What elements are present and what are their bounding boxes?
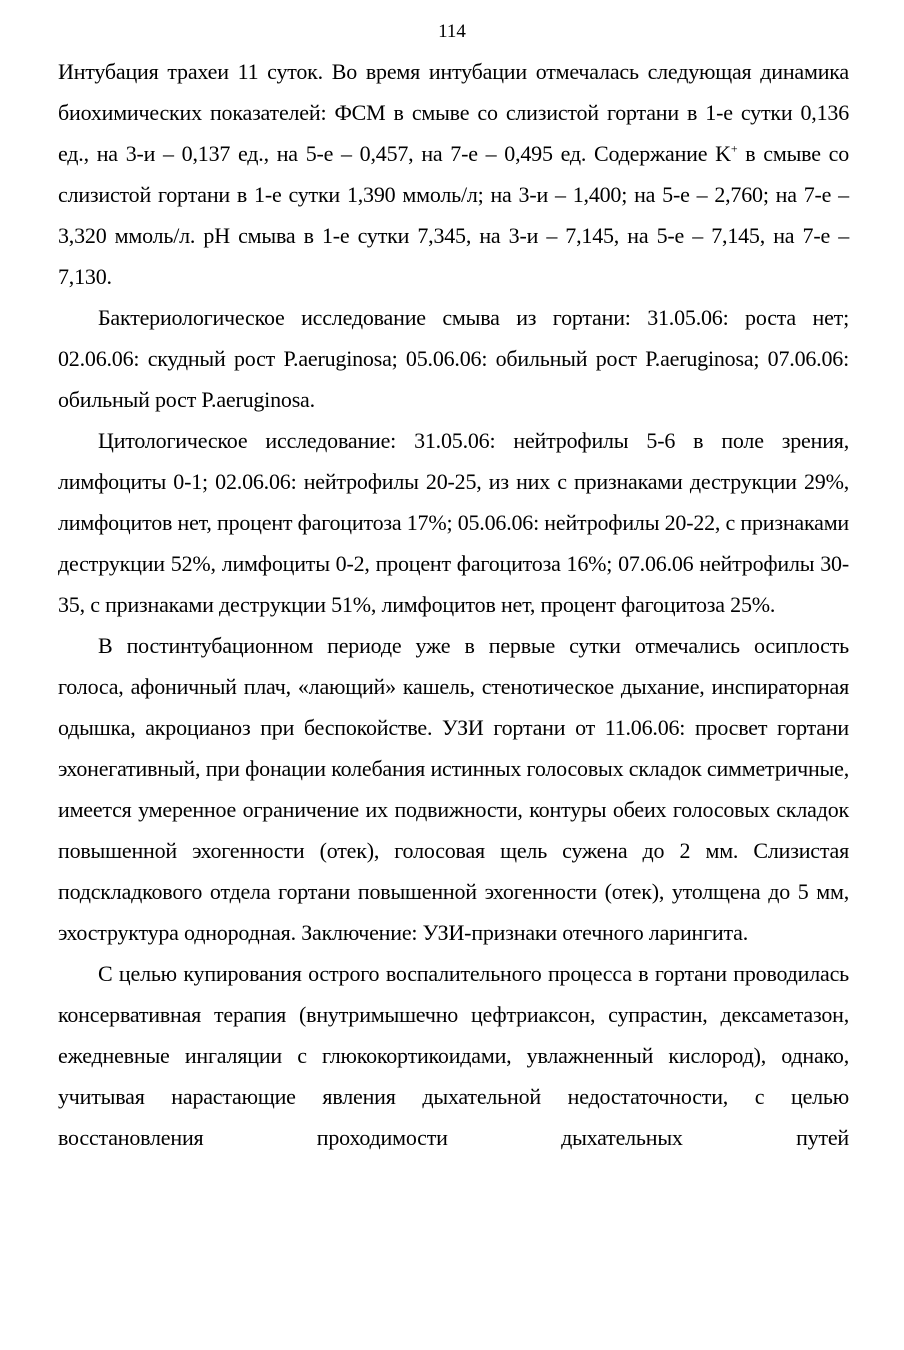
paragraph-bacteriology: Бактериологическое исследование смыва из гортани: 31.05.06: роста нет; 02.06.06: скудный рост P.aeruginosa; 05.06.06: обильный рост P.aeruginosa; 07.06.06: обильный рост P.aeruginosa. xyxy=(58,305,849,412)
document-body xyxy=(58,51,849,1158)
potassium-superscript: + xyxy=(730,141,738,156)
paragraph-intubation xyxy=(58,51,849,297)
intubation-text-part-2: в смыве со слизистой гортани в 1-е сутки 1,390 ммоль/л; на 3-и – 1,400; на 5-е – 2,760; на 7-е – 3,320 ммоль/л. pH смыва в 1-е сутки 7,345, на 3-и – 7,145, на 5-е – 7,145, на 7-е – 7,130. xyxy=(58,141,849,289)
intubation-text-part-1: Интубация трахеи 11 суток. Во время интубации отмечалась следующая динамика биохимических показателей: ФСМ в смыве со слизистой гортани в 1-е сутки 0,136 ед., на 3-и – 0,137 ед., на 5-е – 0,457, на 7-е – 0,495 ед. Содержание K xyxy=(58,59,849,166)
paragraph-postintubation: В постинтубационном периоде уже в первые сутки отмечались осиплость голоса, афоничный плач, «лающий» кашель, стенотическое дыхание, инспираторная одышка, акроцианоз при беспокойстве. УЗИ гортани от 11.06.06: просвет гортани эхонегативный, при фонации колебания истинных голосовых складок симметричные, имеется умеренное ограничение их подвижности, контуры обеих голосовых складок повышенной эхогенности (отек), голосовая щель сужена до 2 мм. Слизистая подскладкового отдела гортани повышенной эхогенности (отек), утолщена до 5 мм, эхоструктура однородная. Заключение: УЗИ-признаки отечного ларингита. xyxy=(58,633,849,945)
paragraph-cytology: Цитологическое исследование: 31.05.06: нейтрофилы 5-6 в поле зрения, лимфоциты 0-1; 02.06.06: нейтрофилы 20-25, из них с признаками деструкции 29%, лимфоцитов нет, процент фагоцитоза 17%; 05.06.06: нейтрофилы 20-22, с признаками деструкции 52%, лимфоциты 0-2, процент фагоцитоза 16%; 07.06.06 нейтрофилы 30-35, с признаками деструкции 51%, лимфоцитов нет, процент фагоцитоза 25%. xyxy=(58,428,849,617)
page-number: 114 xyxy=(438,21,466,42)
paragraph-therapy: С целью купирования острого воспалительного процесса в гортани проводилась консервативная терапия (внутримышечно цефтриаксон, супрастин, дексаметазон, ежедневные ингаляции с глюкокортикоидами, увлажненный кислород), однако, учитывая нарастающие явления дыхательной недостаточности, с целью восстановления проходимости дыхательных путей xyxy=(58,961,849,1150)
